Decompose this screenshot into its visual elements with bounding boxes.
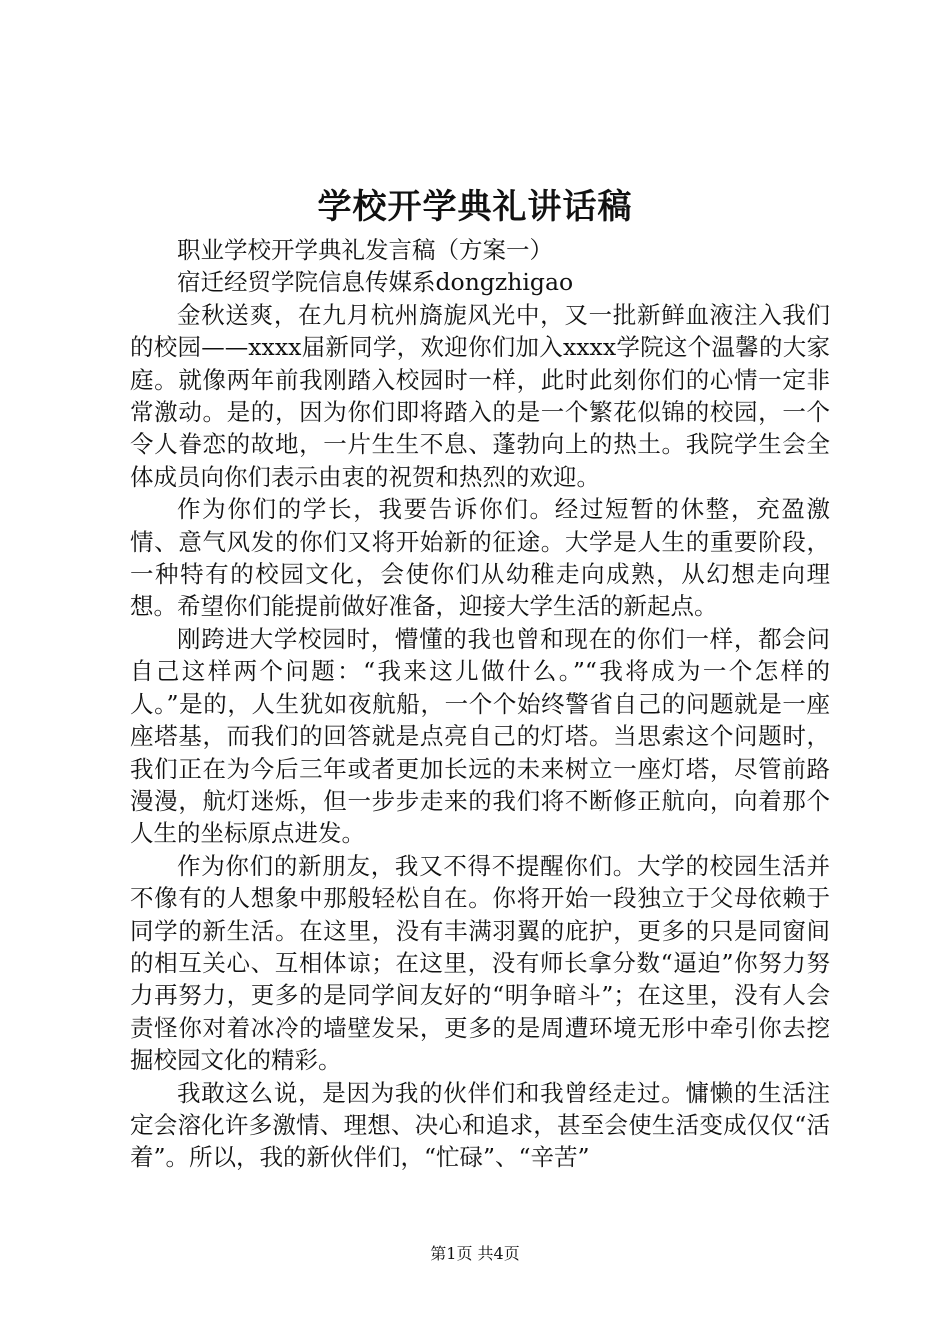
paragraph-subtitle: 职业学校开学典礼发言稿（方案一） [177,236,553,264]
paragraph: 刚跨进大学校园时，懵懂的我也曾和现在的你们一样，都会问自己这样两个问题：“我来这儿做什么。”“我将成为一个怎样的人。”是的，人生犹如夜航船，一个个始终警省自己的问题就是一座座塔基，而我们的回答就是点亮自己的灯塔。当思索这个问题时，我们正在为今后三年或者更加长远的未来树立一座灯塔，尽管前路漫漫，航灯迷烁，但一步步走来的我们将不断修正航向，向着那个人生的坐标原点进发。 [130,624,830,848]
paragraph-author: 宿迁经贸学院信息传媒系dongzhigao [177,268,574,297]
paragraph: 我敢这么说，是因为我的伙伴们和我曾经走过。慵懒的生活注定会溶化许多激情、理想、决心和追求，甚至会使生活变成仅仅“活着”。所以，我的新伙伴们，“忙碌”、“辛苦” [130,1078,830,1172]
page-footer: 第1页 共4页 [430,1244,520,1263]
paragraph: 作为你们的学长，我要告诉你们。经过短暂的休整，充盈激情、意气风发的你们又将开始新的征途。大学是人生的重要阶段，一种特有的校园文化，会使你们从幼稚走向成熟，从幻想走向理想。希望你们能提前做好准备，迎接大学生活的新起点。 [130,495,830,621]
paragraph: 金秋送爽，在九月杭州旖旎风光中，又一批新鲜血液注入我们的校园——xxxx届新同学，欢迎你们加入xxxx学院这个温馨的大家庭。就像两年前我刚踏入校园时一样，此时此刻你们的心情一定非常激动。是的，因为你们即将踏入的是一个繁花似锦的校园，一个令人眷恋的故地，一片生生不息、蓬勃向上的热土。我院学生会全体成员向你们表示由衷的祝贺和热烈的欢迎。 [130,300,830,491]
document-body [130,234,830,1174]
document-title: 学校开学典礼讲话稿 [317,187,633,227]
paragraph: 作为你们的新朋友，我又不得不提醒你们。大学的校园生活并不像有的人想象中那般轻松自在。你将开始一段独立于父母依赖于同学的新生活。在这里，没有丰满羽翼的庇护，更多的只是同窗间的相互关心、互相体谅；在这里，没有师长拿分数“逼迫”你努力努力再努力，更多的是同学间友好的“明争暗斗”；在这里，没有人会责怪你对着冰冷的墙壁发呆，更多的是周遭环境无形中牵引你去挖掘校园文化的精彩。 [130,851,830,1075]
